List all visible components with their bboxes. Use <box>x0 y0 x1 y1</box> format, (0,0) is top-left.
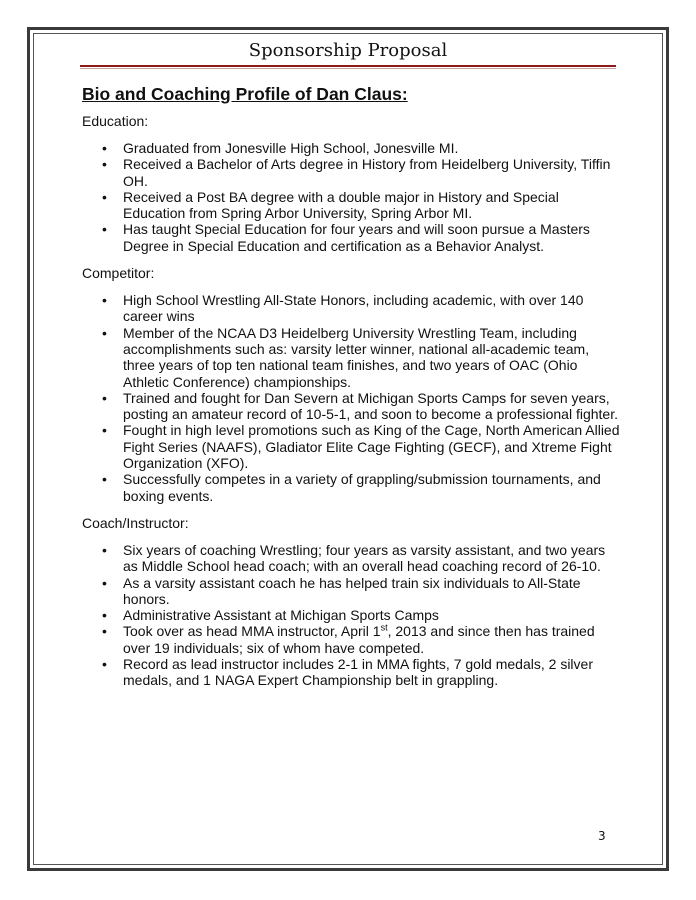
list-item: • Six years of coaching Wrestling; four years as varsity assistant, and two years as Middle School head coach; with an overall head coaching record of 26-10. <box>82 542 622 575</box>
list-item: • Record as lead instructor includes 2-1 in MMA fights, 7 gold medals, 2 silver medals, and 1 NAGA Expert Championship belt in grappling. <box>82 656 622 689</box>
list-item: • Received a Bachelor of Arts degree in History from Heidelberg University, Tiffin OH. <box>82 156 622 189</box>
page-number: 3 <box>598 829 606 843</box>
list-item: • High School Wrestling All-State Honors, including academic, with over 140 career wins <box>82 292 622 325</box>
list-item: • Has taught Special Education for four years and will soon pursue a Masters Degree in Special Education and certification as a Behavior Analyst. <box>82 221 622 254</box>
coach-list <box>82 542 622 689</box>
coach-label: Coach/Instructor: <box>82 514 189 531</box>
list-item: • Graduated from Jonesville High School, Jonesville MI. <box>82 140 622 156</box>
competitor-label: Competitor: <box>82 265 155 282</box>
list-item: • As a varsity assistant coach he has helped train six individuals to All-State honors. <box>82 575 622 608</box>
education-list <box>82 140 622 254</box>
list-item-text: Took over as head MMA instructor, April 1 <box>123 623 381 640</box>
section-heading: Bio and Coaching Profile of Dan Claus: <box>82 84 408 104</box>
list-item: • Successfully competes in a variety of grappling/submission tournaments, and boxing events. <box>82 471 622 504</box>
list-item: • Member of the NCAA D3 Heidelberg University Wrestling Team, including accomplishments such as: varsity letter winner, national all-academic team, three years of top ten national team finishes, and two years of OAC (Ohio Athletic Conference) championships. <box>82 325 622 390</box>
header-rule-secondary <box>80 68 616 69</box>
document-body <box>82 84 622 700</box>
list-item-text: , 2013 and since then has trained over 19 individuals; six of whom have competed. <box>123 623 595 656</box>
ordinal-suffix: st <box>380 622 388 633</box>
header-rule <box>80 65 616 67</box>
list-item: • Trained and fought for Dan Severn at Michigan Sports Camps for seven years, posting an amateur record of 10-5-1, and soon to become a professional fighter. <box>82 390 622 423</box>
competitor-list <box>82 292 622 504</box>
education-label: Education: <box>82 113 149 129</box>
list-item: • Received a Post BA degree with a double major in History and Special Education from Spring Arbor University, Spring Arbor MI. <box>82 189 622 222</box>
header-title: Sponsorship Proposal <box>248 40 448 61</box>
list-item <box>82 623 622 656</box>
list-item: • Administrative Assistant at Michigan Sports Camps <box>82 607 622 623</box>
list-item: • Fought in high level promotions such as King of the Cage, North American Allied Fight Series (NAAFS), Gladiator Elite Cage Fighting (GECF), and Xtreme Fight Organization (XFO). <box>82 422 622 471</box>
